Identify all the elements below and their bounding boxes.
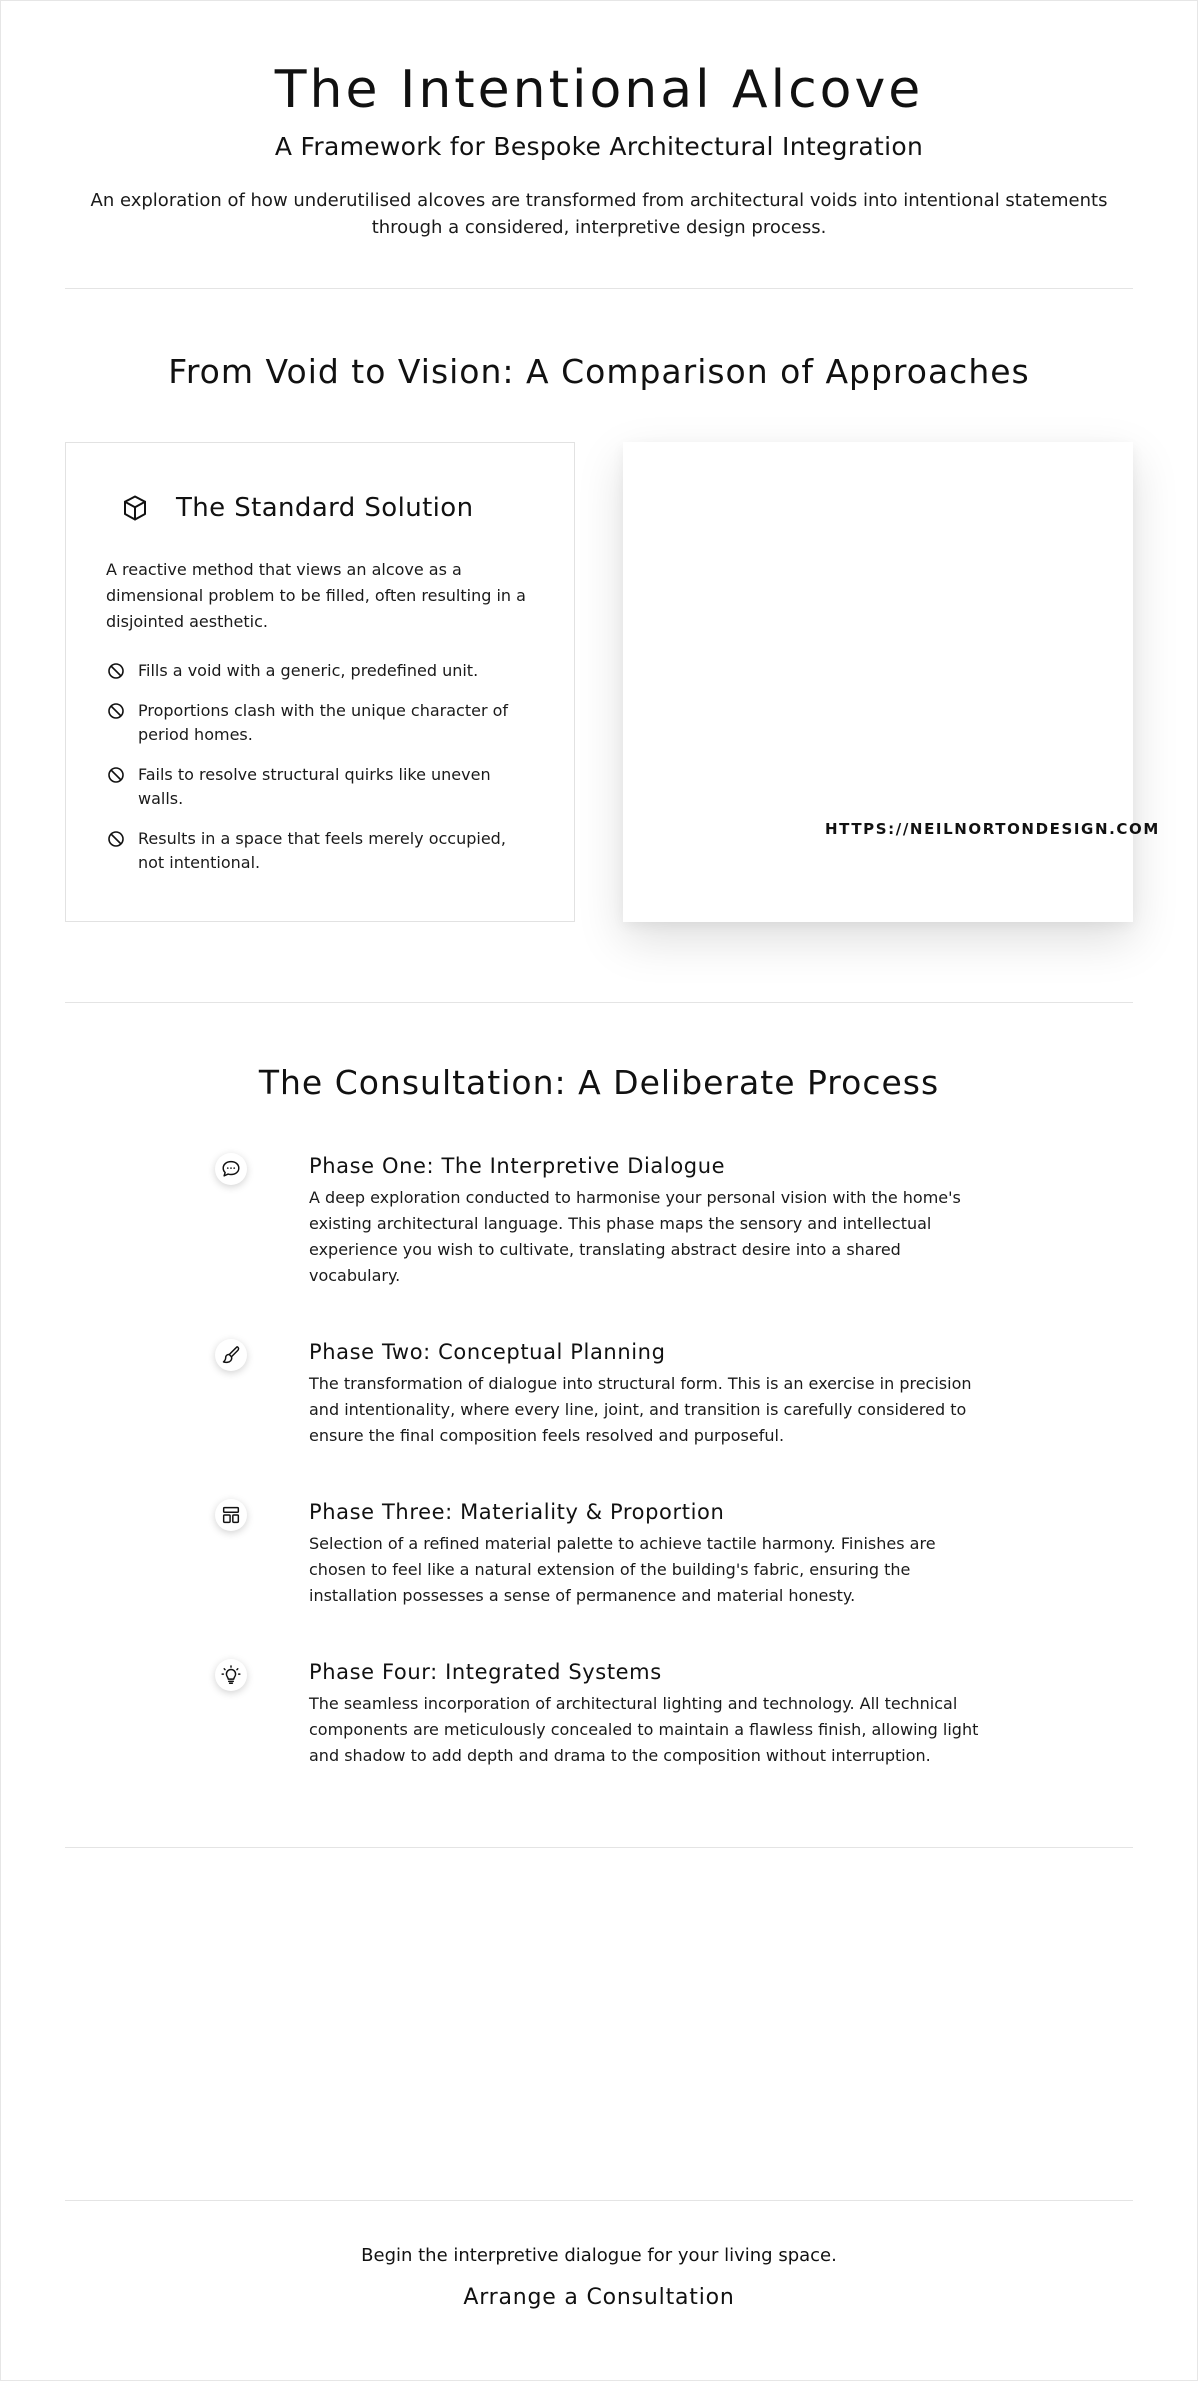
- phase-text: The seamless incorporation of architectural lighting and technology. All technical components are meticulously concealed to maintain a flawless finish, allowing light and shadow to add depth and drama to the composition without interruption.: [309, 1694, 979, 1765]
- phase-body: [309, 1659, 983, 1769]
- page-subtitle: A Framework for Bespoke Architectural Integration: [274, 132, 924, 161]
- intro-text: An exploration of how underutilised alcoves are transformed from architectural voids into intentional statements through a considered, interpretive design process.: [90, 190, 1108, 238]
- card-description: A reactive method that views an alcove as a dimensional problem to be filled, often resulting in a disjointed aesthetic.: [106, 560, 526, 631]
- divider: [65, 288, 1133, 289]
- drawbacks-list: [106, 659, 534, 875]
- page-title: The Intentional Alcove: [274, 60, 924, 120]
- phase-body: [309, 1499, 983, 1609]
- footer: [65, 2243, 1133, 2310]
- phase-title: Phase Three: Materiality & Proportion: [309, 1500, 725, 1524]
- process-timeline: [215, 1153, 983, 1769]
- phase-icon-badge: [215, 1153, 247, 1185]
- chat-bubble-icon: [220, 1158, 242, 1180]
- phase-text: A deep exploration conducted to harmonise your personal vision with the home's existing architectural language. This phase maps the sensory and intellectual experience you wish to cultivate, translating abstract desire into a shared vocabulary.: [309, 1188, 961, 1285]
- list-item: [106, 827, 534, 875]
- website-url-text: HTTPS://NEILNORTONDESIGN.COM: [825, 820, 1160, 838]
- phase-icon-badge: [215, 1499, 247, 1531]
- phase-text: Selection of a refined material palette to achieve tactile harmony. Finishes are chosen to feel like a natural extension of the building's fabric, ensuring the installation possesses a sense of permanence and material honesty.: [309, 1534, 936, 1605]
- list-item: [106, 763, 534, 811]
- cube-icon: [120, 493, 150, 523]
- phase-body: [309, 1153, 983, 1289]
- intentional-visual-card: [623, 442, 1160, 922]
- phase-item: [215, 1499, 983, 1609]
- divider: [65, 1002, 1133, 1003]
- divider: [65, 2200, 1133, 2201]
- content-container: [65, 1, 1160, 2310]
- footer-text: Begin the interpretive dialogue for your living space.: [361, 2245, 837, 2266]
- card-title: The Standard Solution: [176, 493, 474, 523]
- phase-item: [215, 1659, 983, 1769]
- consultation-section: [65, 1063, 1133, 1769]
- lightbulb-icon: [220, 1664, 242, 1686]
- phase-title: Phase One: The Interpretive Dialogue: [309, 1154, 726, 1178]
- phase-icon-badge: [215, 1659, 247, 1691]
- arrange-consultation-link[interactable]: Arrange a Consultation: [463, 2285, 735, 2310]
- layout-icon: [220, 1504, 242, 1526]
- phase-item: [215, 1153, 983, 1289]
- consultation-heading: The Consultation: A Deliberate Process: [258, 1063, 940, 1102]
- phase-body: [309, 1339, 983, 1449]
- ban-icon: [106, 829, 126, 849]
- phase-item: [215, 1339, 983, 1449]
- ban-icon: [106, 765, 126, 785]
- card-header: [106, 493, 534, 523]
- comparison-heading: From Void to Vision: A Comparison of Approaches: [168, 352, 1030, 391]
- ban-icon: [106, 661, 126, 681]
- header: [65, 1, 1133, 241]
- list-item-text: Results in a space that feels merely occupied, not intentional.: [138, 829, 506, 872]
- brush-icon: [220, 1344, 242, 1366]
- list-item: [106, 659, 534, 683]
- standard-solution-card: [65, 442, 575, 922]
- comparison-cards: [65, 442, 1160, 922]
- list-item-text: Fills a void with a generic, predefined unit.: [138, 661, 479, 680]
- phase-text: The transformation of dialogue into structural form. This is an exercise in precision and intentionality, where every line, joint, and transition is carefully considered to ensure the final composition feels resolved and purposeful.: [309, 1374, 972, 1445]
- list-item: [106, 699, 534, 747]
- comparison-section: [65, 352, 1160, 922]
- phase-title: Phase Two: Conceptual Planning: [309, 1340, 666, 1364]
- empty-media-area: [65, 1848, 1133, 2200]
- list-item-text: Fails to resolve structural quirks like uneven walls.: [138, 765, 491, 808]
- phase-icon-badge: [215, 1339, 247, 1371]
- ban-icon: [106, 701, 126, 721]
- phase-title: Phase Four: Integrated Systems: [309, 1660, 662, 1684]
- list-item-text: Proportions clash with the unique character of period homes.: [138, 701, 509, 744]
